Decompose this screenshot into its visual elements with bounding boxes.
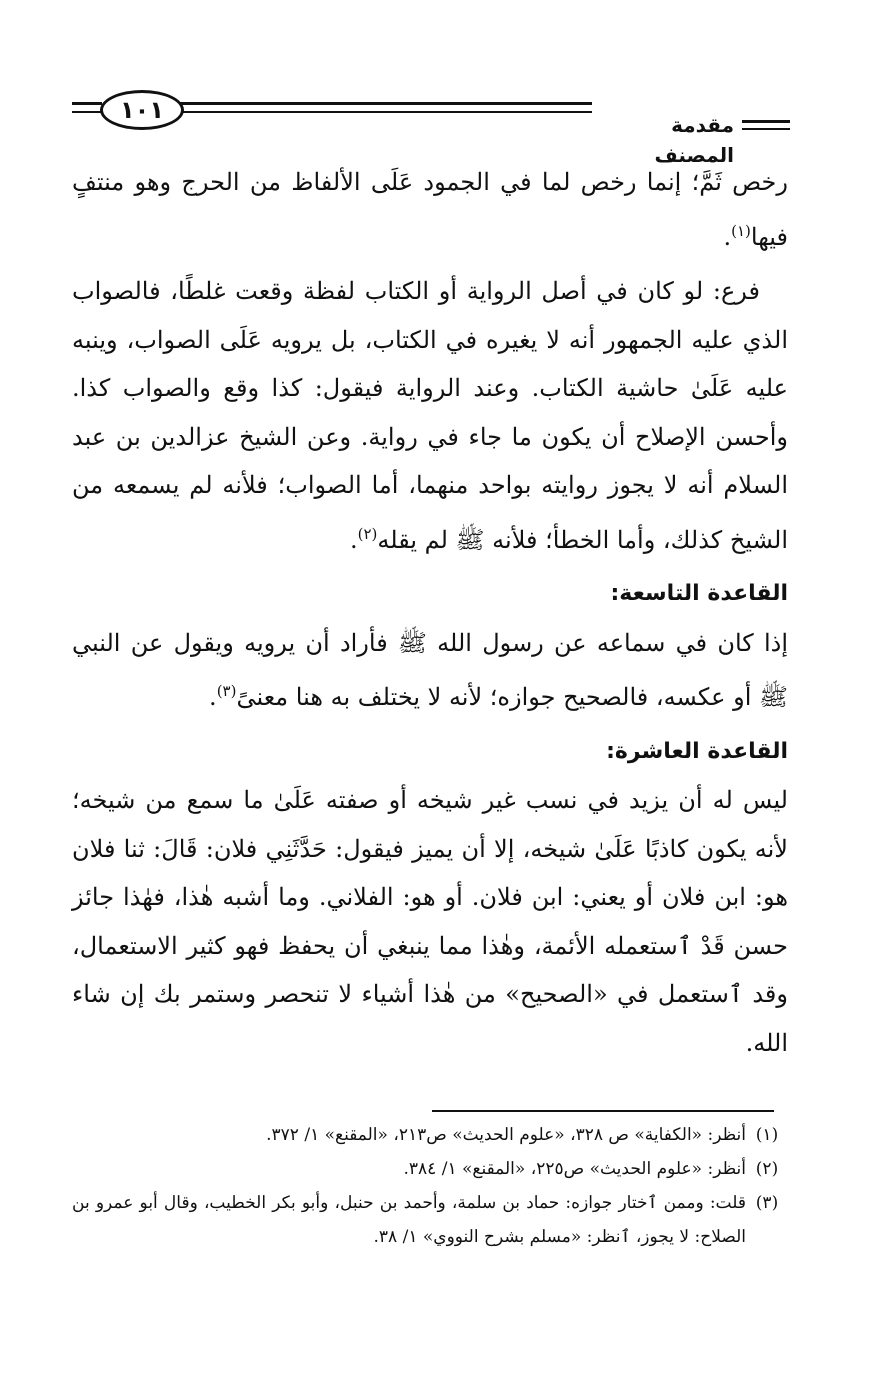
footnote-ref-2: (٢) [357,524,378,543]
footnote-2 [72,1152,788,1186]
page-number: ١٠١ [100,90,184,130]
footnote-3 [72,1186,788,1254]
footnote-number: (٣) [755,1193,779,1213]
footnote-separator [432,1110,774,1112]
footnote-ref-1: (١) [731,221,751,240]
page-header [0,80,873,167]
header-rule-middle-top [180,102,592,105]
footnote-ref-3: (٣) [216,682,237,700]
header-rule-right-bottom [742,128,790,130]
footnote-1 [72,1118,788,1152]
main-text [72,158,788,1067]
header-title: مقدمة المصنف [654,113,734,167]
footnote-text: قلت: وممن ٱختار جوازه: حماد بن سلمة، وأحمد بن حنبل، وأبو بكر الخطيب، وقال أبو عمرو بن الصلاح: لا يجوز، ٱنظر: «مسلم بشرح النووي» ١/ ٣٨. [72,1193,746,1247]
footnote-text: أنظر: «علوم الحديث» ص٢٢٥، «المقنع» ١/ ٣٨٤. [403,1159,746,1179]
paragraph-1: رخص ثَمَّ؛ إنما رخص لما في الجمود عَلَى الألفاظ من الحرج وهو منتفٍ فيها$^{(١)}$. [72,168,788,251]
paragraph-1-text: رخص ثَمَّ؛ إنما رخص لما في الجمود عَلَى الألفاظ من الحرج وهو منتفٍ فيها [72,168,788,251]
header-rule-middle-bottom [180,111,592,113]
footnote-text: أنظر: «الكفاية» ص ٣٢٨، «علوم الحديث» ص٢١٣، «المقنع» ١/ ٣٧٢. [266,1125,746,1145]
section-heading-10: القاعدة العاشرة: [606,738,788,764]
paragraph-2: فرع: لو كان في أصل الرواية أو الكتاب لفظة وقعت غلطًا، فالصواب الذي عليه الجمهور أنه لا يغيره في الكتاب، بل يرويه عَلَى الصواب، وينبه عليه عَلَىٰ حاشية الكتاب. وعند الرواية فيقول: كذا وقع والصواب كذا. وأحسن الإصلاح أن يكون ما جاء في رواية. وعن الشيخ عزالدين بن عبد السلام أنه لا يجوز روايته بواحد منهما، أما الصواب؛ فلأنه لم يسمعه من الشيخ كذلك، وأما الخطأ؛ فلأنه ﷺ لم يقله$^{(٢)}$. [72,277,788,554]
footnote-number: (١) [755,1125,779,1145]
section-heading-9: القاعدة التاسعة: [610,581,788,606]
paragraph-4: ليس له أن يزيد في نسب غير شيخه أو صفته عَلَىٰ ما سمع من شيخه؛ لأنه يكون كاذبًا عَلَىٰ شيخه، إلا أن يميز فيقول: حَدَّثَنِي فلان: قَالَ: ثنا فلان هو: ابن فلان أو يعني: ابن فلان. أو هو: الفلاني. وما أشبه هٰذا، فهٰذا جائز حسن قَدْ ٱستعمله الأئمة، وهٰذا مما ينبغي أن يحفظ فهو كثير الاستعمال، وقد ٱستعمل في «الصحيح» من هٰذا أشياء لا تنحصر وستمر بك إن شاء الله. [72,786,788,1057]
paragraph-2-text: فرع: لو كان في أصل الرواية أو الكتاب لفظة وقعت غلطًا، فالصواب الذي عليه الجمهور أنه لا يغيره في الكتاب، بل يرويه عَلَى الصواب، وينبه عليه عَلَىٰ حاشية الكتاب. وعند الرواية فيقول: كذا وقع والصواب كذا. وأحسن الإصلاح أن يكون ما جاء في رواية. وعن الشيخ عزالدين بن عبد السلام أنه لا يجوز روايته بواحد منهما، أما الصواب؛ فلأنه لم يسمعه من الشيخ كذلك، وأما الخطأ؛ فلأنه ﷺ لم يقله [72,277,788,554]
paragraph-3-text: إذا كان في سماعه عن رسول الله ﷺ فأراد أن يرويه ويقول عن النبي ﷺ أو عكسه، فالصحيح جوازه؛ لأنه لا يختلف به هنا معنىً [72,628,788,711]
paragraph-3: إذا كان في سماعه عن رسول الله ﷺ فأراد أن يرويه ويقول عن النبي ﷺ أو عكسه، فالصحيح جوازه؛ لأنه لا يختلف به هنا معنىً$^{(٣)}$. [72,628,788,711]
footnotes [72,1118,788,1254]
footnote-number: (٢) [755,1159,779,1179]
header-rule-left-bottom [72,111,102,113]
header-rule-right-top [742,120,790,123]
header-rule-left-top [72,102,102,105]
